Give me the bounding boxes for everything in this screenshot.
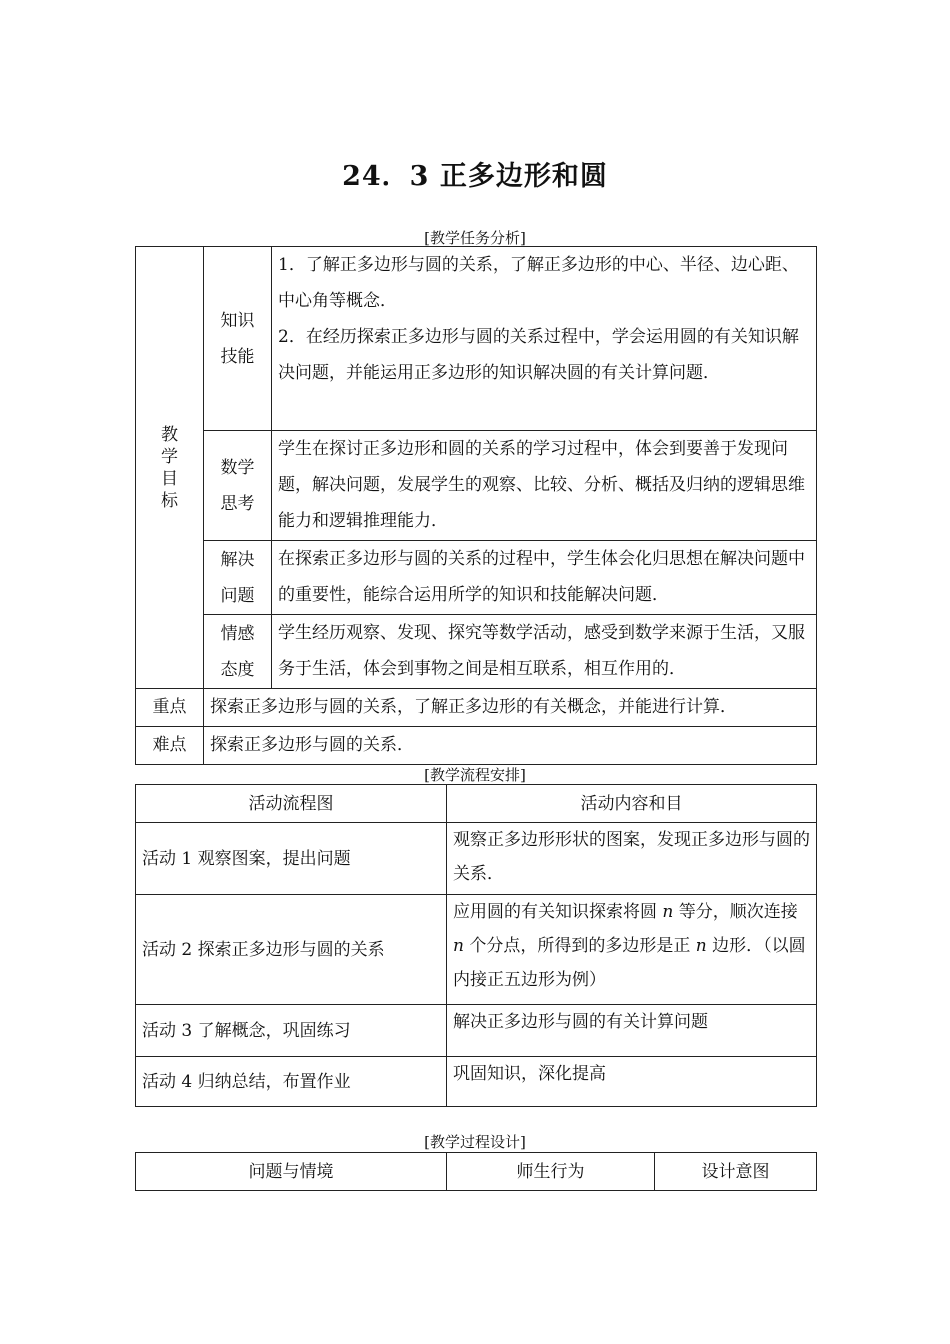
- goal-label-line1: 知识: [220, 310, 255, 331]
- flow-content-3: 解决正多边形与圆的有关计算问题: [447, 1005, 817, 1057]
- goal-text-problem-solving: [272, 541, 817, 615]
- flow-content-2-part: 个分点，所得到的多边形是正: [463, 936, 696, 956]
- teaching-process-table: [135, 1152, 817, 1191]
- task-analysis-table: [135, 246, 817, 765]
- goal-category-math-thinking: [204, 431, 272, 541]
- flow-content-1: 观察正多边形形状的图案，发现正多边形与圆的关系．: [447, 823, 817, 895]
- process-header-intent: 设计意图: [655, 1153, 817, 1191]
- variable-n: n: [453, 936, 464, 956]
- goal-label-line1: 解决: [220, 549, 255, 570]
- goal-label-line2: 态度: [220, 659, 255, 680]
- goal-category-problem-solving: [204, 541, 272, 615]
- goal-text-knowledge: [272, 247, 817, 431]
- flow-activity-3: 活动 3 了解概念，巩固练习: [136, 1005, 447, 1057]
- goal-label-line2: 思考: [220, 493, 255, 514]
- goal-text-line: 2．在经历探索正多边形与圆的关系过程中，学会运用圆的有关知识解决问题，并能运用正多边形的知识解决圆的有关计算问题．: [278, 327, 799, 383]
- key-point-text: 探索正多边形与圆的关系，了解正多边形的有关概念，并能进行计算．: [204, 689, 817, 727]
- goal-text-line: 学生在探讨正多边形和圆的关系的学习过程中，体会到要善于发现问题，解决问题，发展学生的观察、比较、分析、概括及归纳的逻辑思维能力和逻辑推理能力．: [278, 439, 805, 531]
- flow-content-4: 巩固知识，深化提高: [447, 1057, 817, 1107]
- goal-category-knowledge: [204, 247, 272, 431]
- difficult-point-label: 难点: [136, 727, 204, 765]
- variable-n: n: [662, 902, 674, 922]
- flow-header-content: 活动内容和目: [447, 785, 817, 823]
- goal-text-line: 学生经历观察、发现、探究等数学活动，感受到数学来源于生活，又服务于生活，体会到事物之间是相互联系，相互作用的．: [278, 623, 805, 679]
- flow-activity-4: 活动 4 归纳总结，布置作业: [136, 1057, 447, 1107]
- goal-text-math-thinking: [272, 431, 817, 541]
- goal-text-line: 1．了解正多边形与圆的关系，了解正多边形的中心、半径、边心距、中心角等概念．: [278, 255, 799, 311]
- flow-activity-1: 活动 1 观察图案，提出问题: [136, 823, 447, 895]
- goal-category-attitude: [204, 615, 272, 689]
- flow-content-2-part: 边形．（以圆内接正五边形为例）: [453, 936, 806, 990]
- goal-label-line1: 情感: [220, 623, 255, 644]
- section-caption-process: [教学过程设计]: [424, 1133, 526, 1151]
- page-title: 24．3 正多边形和圆: [342, 161, 608, 192]
- section-caption-flow: [教学流程安排]: [424, 766, 526, 784]
- section-caption-task-analysis: [教学任务分析]: [424, 229, 526, 247]
- key-point-label: 重点: [136, 689, 204, 727]
- flow-activity-2: 活动 2 探索正多边形与圆的关系: [136, 895, 447, 1005]
- flow-content-2-part: 应用圆的有关知识探索将圆: [453, 902, 663, 922]
- goal-label-line1: 数学: [220, 457, 255, 478]
- process-header-behavior: 师生行为: [447, 1153, 655, 1191]
- teaching-goal-label: 教学目标: [161, 424, 178, 511]
- goal-text-attitude: [272, 615, 817, 689]
- teaching-flow-table: [135, 784, 817, 1107]
- goal-text-line: 在探索正多边形与圆的关系的过程中，学生体会化归思想在解决问题中的重要性，能综合运用所学的知识和技能解决问题．: [278, 549, 805, 605]
- teaching-goal-cell: [136, 247, 204, 689]
- goal-label-line2: 问题: [220, 585, 255, 606]
- flow-content-2: [447, 895, 817, 1005]
- process-header-problem: 问题与情境: [136, 1153, 447, 1191]
- goal-label-line2: 技能: [220, 346, 255, 367]
- flow-header-activity: 活动流程图: [136, 785, 447, 823]
- variable-n: n: [695, 936, 707, 956]
- flow-content-2-part: 等分，顺次连接: [673, 902, 798, 922]
- difficult-point-text: 探索正多边形与圆的关系．: [204, 727, 817, 765]
